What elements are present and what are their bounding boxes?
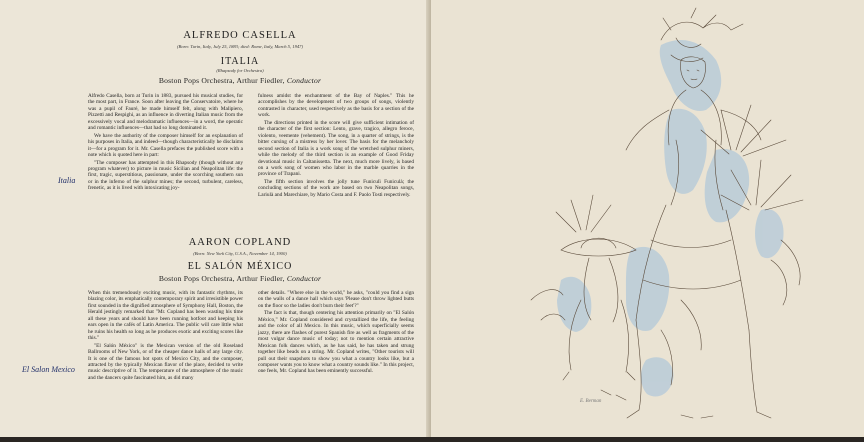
- copland-paragraph: other details. "Where else in the world," he asks, "could you find a sign on the walls of a dance hall which says 'Please don't throw lighted butts on the floor so the ladies don't burn their feet'?": [258, 290, 414, 309]
- casella-performer-credit: [60, 76, 420, 85]
- copland-composer-heading: AARON COPLAND: [188, 237, 292, 248]
- casella-conductor-role: Conductor: [286, 76, 322, 85]
- dancer-illustration: [431, 0, 864, 437]
- right-page: [431, 0, 864, 437]
- casella-paragraph: Alfredo Casella, born at Turin in 1883, pursued his musical studies, for the most part, in France. Soon after leaving the Conservatoire, where he was a pupil of Fauré, he made himself felt, along with Malipiero, Pizzetti and Respighi, as an influence in diverting Italian music from the excessively vocal and melodramatic influences—in a word, the operatic and romantic influences—that had so long dominated it.: [88, 93, 243, 132]
- copland-column-1: [88, 290, 243, 382]
- copland-lifespan: (Born: New York City, U.S.A., November 14, 1900): [193, 251, 287, 256]
- copland-paragraph: "El Salón México" is the Mexican version of the old Roseland Ballrooms of New York, or of the cheaper dance halls of any large city. It is one of the famous hot spots of Mexico City, and the composer, attracted by the typically Mexican flavor of the place, decided to write music descriptive of it. The temperature of the atmosphere of the music and the dancers quite fascinated him, as did many: [88, 342, 243, 381]
- casella-lifespan: (Born: Turin, Italy, July 25, 1883; died: Rome, Italy, March 5, 1947): [176, 44, 303, 49]
- margin-label-italia: Italia: [58, 176, 76, 185]
- casella-performer: Boston Pops Orchestra, Arthur Fiedler,: [158, 76, 285, 85]
- copland-work-title: EL SALÓN MÉXICO: [187, 261, 293, 272]
- artist-signature: E. Berman: [580, 399, 602, 404]
- casella-paragraph: The fifth section involves the jolly tune Funiculì Funiculà; the concluding sections of the work are based on two Neapolitan songs, Lariulà and Marechiare, by Mario Costa and F. Paolo Tosti respectively.: [258, 178, 414, 198]
- margin-label-el-salon-mexico: El Salon Mexico: [22, 365, 75, 374]
- casella-paragraph: fulness amidst the enchantment of the Bay of Naples." This he accomplishes by the development of two groups of songs, violently contrasted in character, used respectively as the basis for a section of the work.: [258, 93, 414, 119]
- casella-column-2: [258, 93, 414, 199]
- copland-column-2: [258, 290, 414, 376]
- casella-work-subtitle: (Rhapsody for Orchestra): [216, 68, 264, 73]
- copland-performer: Boston Pops Orchestra, Arthur Fiedler,: [158, 274, 285, 283]
- copland-performer-credit: [60, 274, 420, 283]
- casella-paragraph: We have the authority of the composer himself for an explanation of his purposes in Italia, and indeed—though characteristically he disclaims it—for a program for it. Mr. Casella prefaces the published score with a note which is quoted here in part:: [88, 132, 243, 159]
- casella-paragraph: "The composer has attempted in this Rhapsody (though without any program whatever) to picture in music Sicilian and Neapolitan life: the first, tragic, superstitious, passionate, under the scorching southern sun or in the inferno of the sulphur mines; the second, turbulent, careless, frenetic, as it is lived with intoxicating joy-: [88, 159, 243, 192]
- casella-column-1: [88, 93, 243, 193]
- casella-composer-heading: ALFREDO CASELLA: [183, 30, 297, 41]
- left-page: [0, 0, 431, 437]
- casella-work-title: ITALIA: [220, 56, 260, 67]
- copland-conductor-role: Conductor: [286, 274, 322, 283]
- casella-paragraph: The directions printed in the score will give sufficient intimation of the character of the first section: Lento, grave, tragico, allegro feroce, violento, veemente (vehement). The song, in a quarter of strings, is the bitter cursing of a mistress by her lover. The basis for the melancholy second section of Italia is a work song of the wretched sulphur miners, while the melody of the third section is an example of Good Friday devotional music in Caltanissetta. The next, much more lively, is based on a work song of women who labor in the marble quarries in the province of Trapani.: [258, 119, 414, 178]
- copland-paragraph: When this tremendously exciting music, with its fantastic rhythms, its blazing color, its emphatically contemporary spirit and irresistible power first sounded in the dignified atmosphere of Symphony Hall, Boston, the Herald jestingly remarked that "Mr. Copland has been wasting his time all these years and should have been running hotfoot and keeping his ears open in the cafés of Latin America. The public will care little what he ruins his health so long as he produces exotic and exciting scores like this.": [88, 290, 243, 342]
- copland-paragraph: The fact is that, though centering his attention primarily on "El Salón México," Mr. Copland considered and crystallized the life, the feeling and the color of all Mexico. In this music, which superficially seems jazzy, there are flashes of purest Spanish fire as well as fragments of the most vulgar dance music of today; not to mention certain attractive Mexican folk dances which, as he has said, he has taken and strung together like beads on a string. Mr. Copland writes, "Other tourists will pull out their snapshots to show you what a country looks like, but a composer wants you to know what a country sounds like." In this project, one feels, Mr. Copland has been eminently successful.: [258, 310, 414, 375]
